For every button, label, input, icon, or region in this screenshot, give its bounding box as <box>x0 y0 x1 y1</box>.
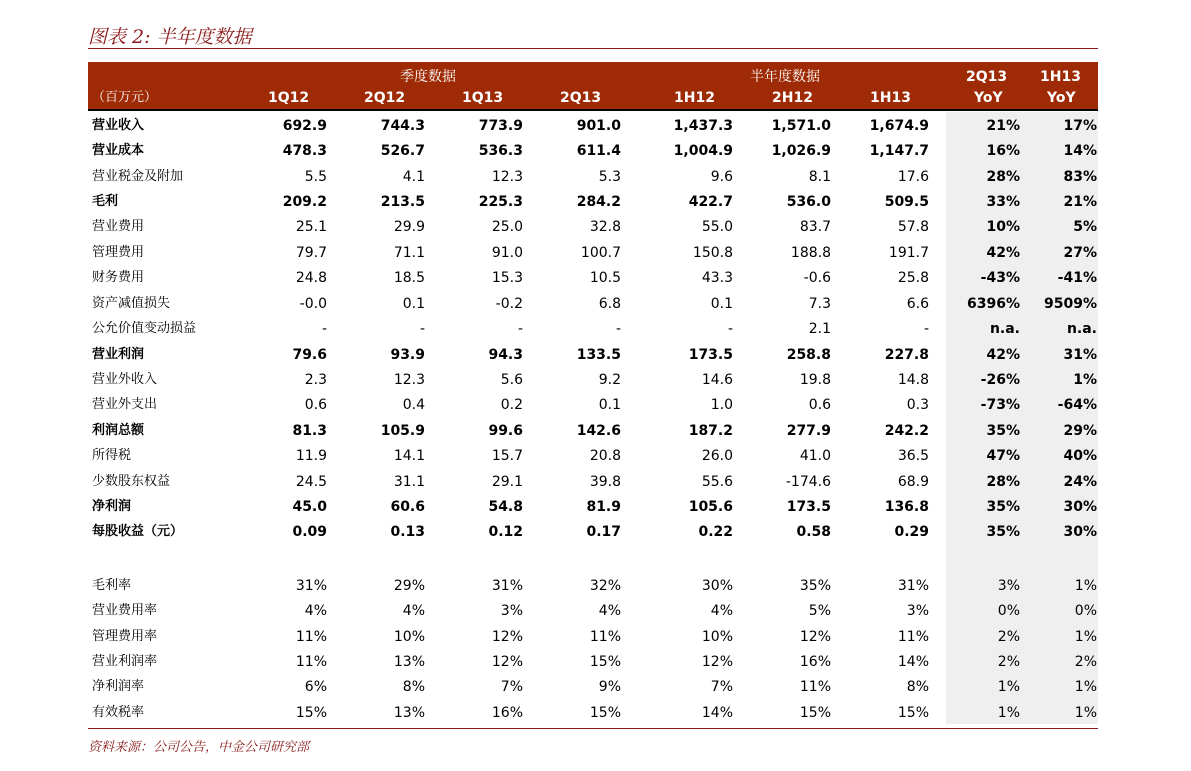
yoy-cell: 2% <box>997 629 1020 645</box>
yoy-cell: 10% <box>986 219 1020 235</box>
table-row <box>0 343 1191 367</box>
header-rule <box>88 109 1098 111</box>
value-cell: 10% <box>393 629 425 645</box>
table-row <box>0 139 1191 163</box>
value-cell: 6% <box>304 679 327 695</box>
yoy-cell: 3% <box>997 578 1020 594</box>
value-cell: 79.7 <box>295 245 327 261</box>
yoy-cell: -73% <box>980 397 1020 413</box>
value-cell: 24.8 <box>295 270 327 286</box>
value-cell: 3% <box>500 603 523 619</box>
row-label: 净利润率 <box>92 679 145 694</box>
value-cell: 0.6 <box>304 397 327 413</box>
value-cell: 142.6 <box>576 423 621 439</box>
source-rule <box>88 728 1098 729</box>
value-cell: 105.9 <box>380 423 425 439</box>
row-label: 所得税 <box>92 448 132 463</box>
yoy-cell: 14% <box>1063 143 1097 159</box>
row-label: 营业利润 <box>92 347 145 362</box>
ratio-row <box>0 625 1191 649</box>
value-cell: 901.0 <box>576 118 621 134</box>
value-cell: 773.9 <box>478 118 523 134</box>
ratio-row <box>0 599 1191 623</box>
value-cell: 11% <box>897 629 929 645</box>
yoy-cell: 1% <box>1074 679 1097 695</box>
title-rule <box>88 48 1098 49</box>
table-row <box>0 241 1191 265</box>
yoy-cell: 9509% <box>1044 296 1097 312</box>
value-cell: 692.9 <box>282 118 327 134</box>
value-cell: 150.8 <box>692 245 733 261</box>
value-cell: 173.5 <box>688 347 733 363</box>
value-cell: 5.5 <box>304 169 327 185</box>
value-cell: 9.6 <box>710 169 733 185</box>
value-cell: 3% <box>906 603 929 619</box>
value-cell: 45.0 <box>292 499 327 515</box>
value-cell: 93.9 <box>390 347 425 363</box>
row-label: 营业外收入 <box>92 372 158 387</box>
value-cell: 213.5 <box>380 194 425 210</box>
row-label: 营业外支出 <box>92 397 158 412</box>
yoy-cell: -43% <box>980 270 1020 286</box>
yoy-cell: 2% <box>1074 654 1097 670</box>
yoy-cell: 29% <box>1063 423 1097 439</box>
value-cell: 43.3 <box>701 270 733 286</box>
value-cell: 526.7 <box>380 143 425 159</box>
value-cell: 1,026.9 <box>771 143 831 159</box>
value-cell: 227.8 <box>884 347 929 363</box>
header-col-2h12: 2H12 <box>772 90 813 106</box>
value-cell: -0.6 <box>803 270 831 286</box>
ratio-row <box>0 650 1191 674</box>
yoy-cell: 1% <box>997 679 1020 695</box>
value-cell: 13% <box>393 705 425 721</box>
value-cell: 31.1 <box>393 474 425 490</box>
value-cell: 187.2 <box>688 423 733 439</box>
value-cell: 191.7 <box>888 245 929 261</box>
value-cell: 105.6 <box>688 499 733 515</box>
value-cell: 54.8 <box>488 499 523 515</box>
value-cell: 4% <box>304 603 327 619</box>
value-cell: 10.5 <box>589 270 621 286</box>
table-row <box>0 215 1191 239</box>
value-cell: -0.0 <box>299 296 327 312</box>
value-cell: 744.3 <box>380 118 425 134</box>
value-cell: - <box>419 321 425 337</box>
value-cell: 4% <box>598 603 621 619</box>
value-cell: -174.6 <box>785 474 831 490</box>
value-cell: 99.6 <box>488 423 523 439</box>
yoy-cell: 16% <box>986 143 1020 159</box>
yoy-cell: 21% <box>1063 194 1097 210</box>
value-cell: 14% <box>701 705 733 721</box>
value-cell: 9% <box>598 679 621 695</box>
yoy-cell: -41% <box>1057 270 1097 286</box>
value-cell: 1.0 <box>710 397 733 413</box>
value-cell: 11% <box>799 679 831 695</box>
yoy-cell: -26% <box>980 372 1020 388</box>
value-cell: 5.3 <box>598 169 621 185</box>
value-cell: 0.2 <box>500 397 523 413</box>
value-cell: 83.7 <box>799 219 831 235</box>
value-cell: 91.0 <box>491 245 523 261</box>
value-cell: 14.8 <box>897 372 929 388</box>
value-cell: 81.3 <box>292 423 327 439</box>
value-cell: 284.2 <box>576 194 621 210</box>
value-cell: 71.1 <box>393 245 425 261</box>
value-cell: 15% <box>897 705 929 721</box>
yoy-cell: 30% <box>1063 499 1097 515</box>
value-cell: 11% <box>589 629 621 645</box>
value-cell: 11% <box>295 629 327 645</box>
value-cell: 30% <box>701 578 733 594</box>
value-cell: 31% <box>897 578 929 594</box>
header-col-2q13: 2Q13 <box>560 90 602 106</box>
row-label: 资产减值损失 <box>92 296 171 311</box>
value-cell: 225.3 <box>478 194 523 210</box>
value-cell: 6.6 <box>906 296 929 312</box>
value-cell: 12% <box>799 629 831 645</box>
yoy-cell: 35% <box>986 524 1020 540</box>
table-row <box>0 470 1191 494</box>
value-cell: 1,437.3 <box>673 118 733 134</box>
yoy-cell: 21% <box>986 118 1020 134</box>
value-cell: 11% <box>295 654 327 670</box>
table-row <box>0 393 1191 417</box>
value-cell: 4.1 <box>402 169 425 185</box>
value-cell: 12.3 <box>393 372 425 388</box>
value-cell: 8.1 <box>808 169 831 185</box>
value-cell: 0.6 <box>808 397 831 413</box>
value-cell: 29% <box>393 578 425 594</box>
value-cell: 57.8 <box>897 219 929 235</box>
value-cell: 536.0 <box>786 194 831 210</box>
value-cell: 4% <box>402 603 425 619</box>
header-group-halfyear: 半年度数据 <box>750 69 820 85</box>
row-label: 毛利率 <box>92 578 132 593</box>
yoy-cell: 1% <box>1074 629 1097 645</box>
table-row <box>0 292 1191 316</box>
row-label: 营业费用率 <box>92 603 158 618</box>
value-cell: 29.1 <box>491 474 523 490</box>
header-yoy-2q13-top: 2Q13 <box>966 69 1008 85</box>
header-col-1q13: 1Q13 <box>462 90 504 106</box>
yoy-cell: 1% <box>1074 578 1097 594</box>
row-label: 营业收入 <box>92 118 145 133</box>
value-cell: 60.6 <box>390 499 425 515</box>
ratio-row <box>0 574 1191 598</box>
header-yoy-1h13-top: 1H13 <box>1040 69 1081 85</box>
yoy-cell: n.a. <box>1066 321 1097 337</box>
value-cell: 25.0 <box>491 219 523 235</box>
table-row <box>0 520 1191 544</box>
row-label: 营业成本 <box>92 143 145 158</box>
value-cell: 7% <box>500 679 523 695</box>
value-cell: 26.0 <box>701 448 733 464</box>
table-row <box>0 495 1191 519</box>
table-row <box>0 444 1191 468</box>
yoy-cell: 83% <box>1063 169 1097 185</box>
header-col-1h12: 1H12 <box>674 90 715 106</box>
table-row <box>0 190 1191 214</box>
value-cell: 81.9 <box>586 499 621 515</box>
value-cell: 0.1 <box>598 397 621 413</box>
value-cell: 17.6 <box>897 169 929 185</box>
value-cell: 32.8 <box>589 219 621 235</box>
row-label: 营业税金及附加 <box>92 169 184 184</box>
row-label: 少数股东权益 <box>92 474 171 489</box>
value-cell: 173.5 <box>786 499 831 515</box>
header-group-quarterly: 季度数据 <box>400 69 456 85</box>
yoy-cell: 27% <box>1063 245 1097 261</box>
header-col-1q12: 1Q12 <box>268 90 310 106</box>
yoy-cell: 30% <box>1063 524 1097 540</box>
yoy-cell: 0% <box>997 603 1020 619</box>
value-cell: 5.6 <box>500 372 523 388</box>
value-cell: 14.1 <box>393 448 425 464</box>
value-cell: - <box>923 321 929 337</box>
value-cell: 94.3 <box>488 347 523 363</box>
value-cell: 18.5 <box>393 270 425 286</box>
yoy-cell: 24% <box>1063 474 1097 490</box>
value-cell: - <box>727 321 733 337</box>
header-col-1h13: 1H13 <box>870 90 911 106</box>
value-cell: 1,147.7 <box>869 143 929 159</box>
yoy-cell: 28% <box>986 169 1020 185</box>
yoy-cell: 1% <box>1073 372 1097 388</box>
table-row <box>0 317 1191 341</box>
value-cell: 15% <box>589 654 621 670</box>
value-cell: 15% <box>295 705 327 721</box>
header-col-2q12: 2Q12 <box>364 90 406 106</box>
yoy-cell: 28% <box>986 474 1020 490</box>
header-yoy-2q13-bottom: YoY <box>974 90 1003 106</box>
value-cell: 14% <box>897 654 929 670</box>
yoy-cell: 2% <box>997 654 1020 670</box>
value-cell: 0.09 <box>292 524 327 540</box>
value-cell: 15% <box>799 705 831 721</box>
value-cell: 0.3 <box>906 397 929 413</box>
yoy-cell: 6396% <box>967 296 1020 312</box>
table-row <box>0 165 1191 189</box>
yoy-cell: 40% <box>1063 448 1097 464</box>
value-cell: 39.8 <box>589 474 621 490</box>
value-cell: - <box>321 321 327 337</box>
value-cell: 6.8 <box>598 296 621 312</box>
value-cell: 209.2 <box>282 194 327 210</box>
value-cell: 100.7 <box>580 245 621 261</box>
value-cell: - <box>517 321 523 337</box>
yoy-cell: 35% <box>986 423 1020 439</box>
value-cell: 0.17 <box>586 524 621 540</box>
value-cell: 32% <box>589 578 621 594</box>
value-cell: 5% <box>808 603 831 619</box>
value-cell: 55.0 <box>701 219 733 235</box>
value-cell: 19.8 <box>799 372 831 388</box>
yoy-cell: 0% <box>1074 603 1097 619</box>
value-cell: 1,004.9 <box>673 143 733 159</box>
value-cell: 12.3 <box>491 169 523 185</box>
value-cell: 0.29 <box>894 524 929 540</box>
value-cell: 12% <box>491 629 523 645</box>
value-cell: 0.13 <box>390 524 425 540</box>
yoy-cell: 17% <box>1063 118 1097 134</box>
row-label: 毛利 <box>92 194 119 209</box>
row-label: 营业费用 <box>92 219 145 234</box>
value-cell: 10% <box>701 629 733 645</box>
yoy-cell: 1% <box>997 705 1020 721</box>
value-cell: 611.4 <box>576 143 621 159</box>
value-cell: 0.4 <box>402 397 425 413</box>
value-cell: 12% <box>701 654 733 670</box>
value-cell: 258.8 <box>786 347 831 363</box>
row-label: 每股收益（元） <box>92 524 184 539</box>
table-row <box>0 419 1191 443</box>
value-cell: 79.6 <box>292 347 327 363</box>
value-cell: 2.1 <box>808 321 831 337</box>
value-cell: 15.3 <box>491 270 523 286</box>
value-cell: 16% <box>491 705 523 721</box>
value-cell: 13% <box>393 654 425 670</box>
value-cell: 422.7 <box>688 194 733 210</box>
value-cell: 133.5 <box>576 347 621 363</box>
row-label: 净利润 <box>92 499 132 514</box>
value-cell: 15.7 <box>491 448 523 464</box>
header-unit: （百万元） <box>92 90 158 105</box>
value-cell: 136.8 <box>884 499 929 515</box>
yoy-cell: 47% <box>986 448 1020 464</box>
value-cell: 0.1 <box>402 296 425 312</box>
ratio-row <box>0 675 1191 699</box>
value-cell: 478.3 <box>282 143 327 159</box>
value-cell: 7.3 <box>808 296 831 312</box>
row-label: 财务费用 <box>92 270 145 285</box>
row-label: 管理费用率 <box>92 629 158 644</box>
value-cell: 0.12 <box>488 524 523 540</box>
table-row <box>0 114 1191 138</box>
row-label: 管理费用 <box>92 245 145 260</box>
value-cell: 24.5 <box>295 474 327 490</box>
table-row <box>0 368 1191 392</box>
value-cell: 0.1 <box>710 296 733 312</box>
value-cell: 0.58 <box>796 524 831 540</box>
value-cell: 25.8 <box>897 270 929 286</box>
value-cell: 7% <box>710 679 733 695</box>
yoy-cell: 5% <box>1073 219 1097 235</box>
value-cell: 536.3 <box>478 143 523 159</box>
source-note: 资料来源：公司公告，中金公司研究部 <box>88 740 310 755</box>
ratio-row <box>0 701 1191 725</box>
value-cell: 16% <box>799 654 831 670</box>
value-cell: 36.5 <box>897 448 929 464</box>
value-cell: 8% <box>402 679 425 695</box>
value-cell: 14.6 <box>701 372 733 388</box>
value-cell: 9.2 <box>598 372 621 388</box>
value-cell: 2.3 <box>304 372 327 388</box>
yoy-cell: 42% <box>986 347 1020 363</box>
yoy-cell: 35% <box>986 499 1020 515</box>
yoy-cell: 31% <box>1063 347 1097 363</box>
figure-title: 图表 2: 半年度数据 <box>88 26 252 48</box>
value-cell: 188.8 <box>790 245 831 261</box>
value-cell: 11.9 <box>295 448 327 464</box>
value-cell: 25.1 <box>295 219 327 235</box>
yoy-cell: n.a. <box>989 321 1020 337</box>
value-cell: 1,674.9 <box>869 118 929 134</box>
value-cell: 242.2 <box>884 423 929 439</box>
value-cell: 68.9 <box>897 474 929 490</box>
value-cell: 277.9 <box>786 423 831 439</box>
row-label: 利润总额 <box>92 423 145 438</box>
value-cell: 31% <box>295 578 327 594</box>
row-label: 公允价值变动损益 <box>92 321 197 336</box>
value-cell: 31% <box>491 578 523 594</box>
row-label: 有效税率 <box>92 705 145 720</box>
value-cell: 8% <box>906 679 929 695</box>
value-cell: 12% <box>491 654 523 670</box>
value-cell: 20.8 <box>589 448 621 464</box>
value-cell: 29.9 <box>393 219 425 235</box>
value-cell: 35% <box>799 578 831 594</box>
value-cell: 15% <box>589 705 621 721</box>
table-row <box>0 266 1191 290</box>
yoy-cell: -64% <box>1057 397 1097 413</box>
yoy-cell: 42% <box>986 245 1020 261</box>
row-label: 营业利润率 <box>92 654 158 669</box>
value-cell: 41.0 <box>799 448 831 464</box>
yoy-cell: 1% <box>1074 705 1097 721</box>
value-cell: 1,571.0 <box>771 118 831 134</box>
yoy-cell: 33% <box>986 194 1020 210</box>
value-cell: - <box>615 321 621 337</box>
value-cell: 0.22 <box>698 524 733 540</box>
header-yoy-1h13-bottom: YoY <box>1047 90 1076 106</box>
value-cell: 55.6 <box>701 474 733 490</box>
value-cell: 4% <box>710 603 733 619</box>
value-cell: -0.2 <box>495 296 523 312</box>
value-cell: 509.5 <box>884 194 929 210</box>
